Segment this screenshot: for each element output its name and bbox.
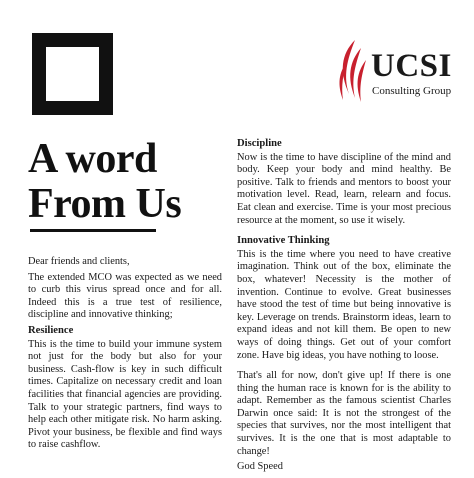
headline (28, 137, 228, 227)
signoff: God Speed (237, 461, 283, 473)
decorative-square (32, 33, 113, 115)
resilience-paragraph: This is the time to build your immune system not just for the body but also for your business. Cash-flow is key in such difficult times. Capitalize on necessary credit and loan facilities that financial agencies are providing. Talk to your strategic partners, find ways to help each other mitigate risk. No harm asking. Pivot your business, be flexible and find ways to raise cashflow. (28, 338, 222, 451)
resilience-heading: Resilience (28, 324, 74, 336)
intro-paragraph: The extended MCO was expected as we need to curb this virus spread once and for all. Indeed this is a true test of resilience, discipline and innovative thinking; (28, 271, 222, 321)
greeting: Dear friends and clients, (28, 256, 130, 267)
discipline-paragraph: Now is the time to have discipline of the mind and body. Keep your body and mind healthy. Be positive. Talk to friends and mentors to boost your motivation level. Read, learn, relearn and focus. Eat clean and exercise. Time is your most precious resource at the moment, so use it wisely. (237, 151, 451, 226)
right-column (237, 138, 451, 478)
closing-paragraph: That's all for now, don't give up! If there is one thing the human race is known for is the ability to adapt. Remember as the famous scientist Charles Darwin once said: It is not the strongest of the species that survives, nor the most intelligent that survives. It is the one that is most adaptable to change! (237, 370, 451, 457)
left-column (28, 256, 222, 456)
logo-name: UCSI (371, 48, 452, 84)
flame-logo-icon (335, 38, 371, 106)
ucsi-logo (335, 38, 455, 108)
innovative-paragraph: This is the time where you need to have creative imagination. Think out of the box, eliminate the box, whatever! Necessity is the mother of invention. Continue to evolve. Great businesses have stood the test of time but being innovative is key. Leverage on trends. Brainstorm ideas, learn to expand ideas and not kill them. Be open to new ways of doing things. Get out of your comfort zone. Have big ideas, you have nothing to loose. (237, 248, 451, 361)
discipline-heading: Discipline (237, 138, 282, 149)
innovative-heading: Innovative Thinking (237, 235, 330, 247)
headline-line-2: From Us (28, 181, 182, 227)
logo-subtitle: Consulting Group (372, 85, 452, 97)
headline-underline (30, 229, 156, 232)
headline-line-1: A word (28, 136, 157, 182)
